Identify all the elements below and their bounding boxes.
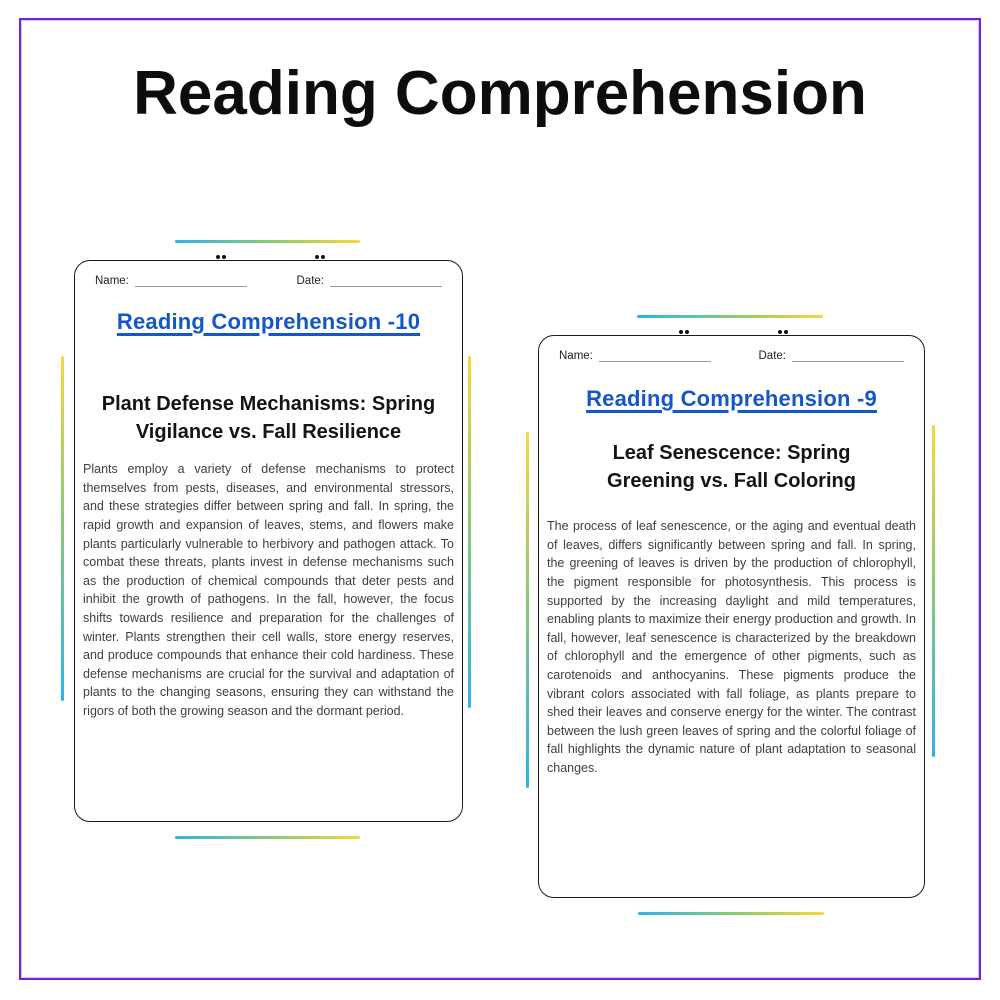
name-field xyxy=(559,349,711,362)
gradient-line-bottom-right-card xyxy=(638,912,824,915)
binding-dots xyxy=(315,255,325,259)
binding-dots xyxy=(679,330,689,334)
worksheet-card-10 xyxy=(74,260,463,822)
name-blank-line xyxy=(599,349,711,362)
worksheet-title-link[interactable]: Reading Comprehension -9 xyxy=(586,386,877,411)
passage-body: The process of leaf senescence, or the aging and eventual death of leaves, differs significantly between spring and fall. In spring, the greening of leaves is driven by the production of chlorophyll, the pigment responsible for photosynthesis. This process is supported by the increasing daylight and mild temperatures, enabling plants to maximize their energy production and growth. In fall, however, leaf senescence is characterized by the breakdown of chlorophyll and the emergence of other pigments, such as carotenoids and anthocyanins. These pigments produce the vibrant colors associated with fall foliage, as plants prepare to shed their leaves and conserve energy for the winter. The contrast between the lush green leaves of spring and the colorful foliage of fall highlights the dynamic nature of plant adaptation to seasonal changes. xyxy=(547,519,916,775)
date-field xyxy=(759,349,905,362)
date-field xyxy=(297,274,443,287)
gradient-line-right-of-right-card xyxy=(932,425,935,757)
gradient-line-left-of-left-card xyxy=(61,356,64,701)
gradient-line-left-of-right-card xyxy=(526,432,529,788)
name-label: Name: xyxy=(559,350,593,362)
worksheet-title-link[interactable]: Reading Comprehension -10 xyxy=(116,309,421,334)
worksheet-card-9 xyxy=(538,335,925,898)
passage-heading: Plant Defense Mechanisms: Spring Vigilance vs. Fall Resilience xyxy=(101,393,436,443)
date-label: Date: xyxy=(296,275,324,287)
date-label: Date: xyxy=(758,350,786,362)
gradient-line-right-of-left-card xyxy=(468,356,471,708)
gradient-line-top-right-card xyxy=(637,315,823,318)
binding-dots xyxy=(216,255,226,259)
name-date-row xyxy=(539,336,924,362)
date-blank-line xyxy=(792,349,904,362)
name-field xyxy=(95,274,247,287)
passage-body: Plants employ a variety of defense mechanisms to protect themselves from pests, diseases, and environmental stressors, and these strategies differ between spring and fall. In spring, the rapid growth and expansion of leaves, stems, and flowers make plants particularly vulnerable to herbivory and pathogen attack. To combat these threats, plants invest in defense mechanisms such as the production of chemical compounds that deter pests and inhibit the growth of pathogens. In the fall, however, the focus shifts towards resilience and preparation for the challenges of winter. Plants strengthen their cell walls, store energy reserves, and produce compounds that enhance their cold hardiness. These defense mechanisms are crucial for the survival and adaptation of plants to the changing seasons, ensuring they can withstand the rigors of both the growing season and the dormant period. xyxy=(83,462,454,718)
name-label: Name: xyxy=(95,275,129,287)
date-blank-line xyxy=(330,274,442,287)
page-title: Reading Comprehension xyxy=(133,59,867,128)
gradient-line-bottom-left-card xyxy=(175,836,360,839)
name-blank-line xyxy=(135,274,247,287)
passage-heading: Leaf Senescence: Spring Greening vs. Fall Coloring xyxy=(607,442,856,492)
gradient-line-top-left-card xyxy=(175,240,360,243)
name-date-row xyxy=(75,261,462,287)
binding-dots xyxy=(778,330,788,334)
